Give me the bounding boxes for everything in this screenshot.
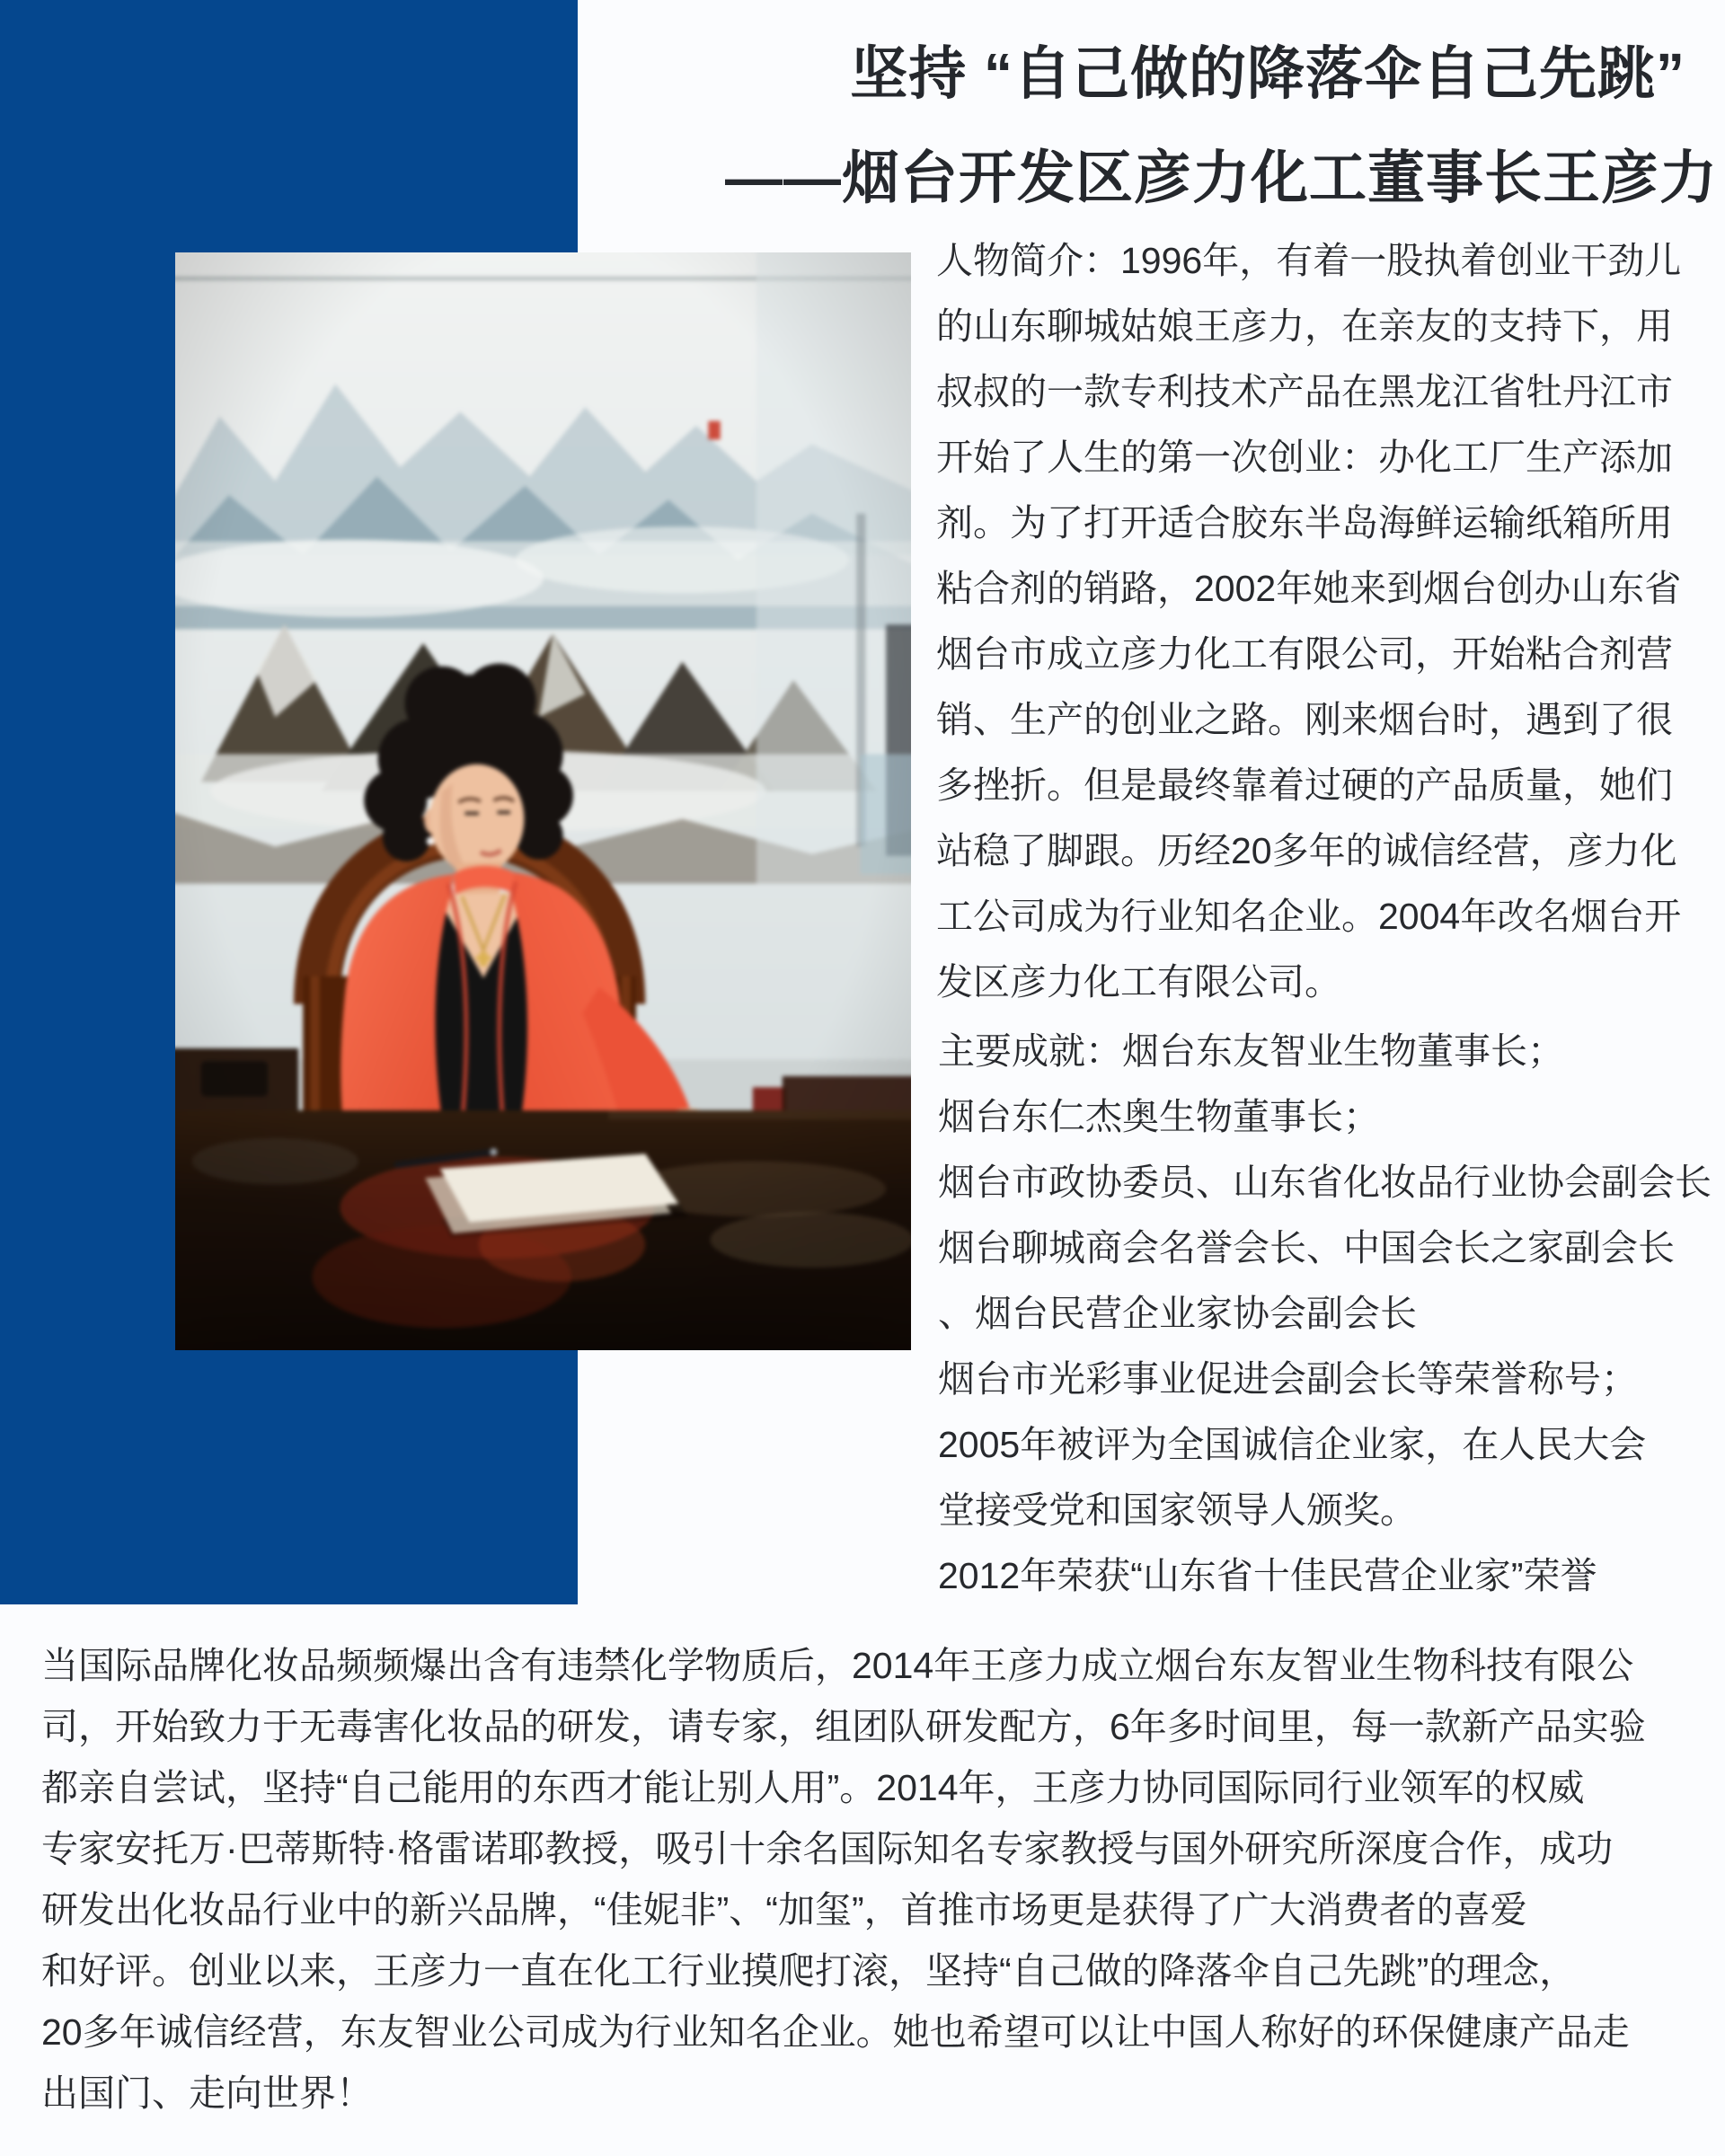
achievement-line: 主要成就：烟台东友智业生物董事长； [938, 1030, 1564, 1072]
achievement-line: 2005年被评为全国诚信企业家，在人民大会 [938, 1424, 1647, 1465]
closing-line: 20多年诚信经营，东友智业公司成为行业知名企业。她也希望可以让中国人称好的环保健康产品走 [41, 2011, 1630, 2053]
achievement-line: 、烟台民营企业家协会副会长 [938, 1293, 1417, 1334]
closing-line: 研发出化妆品行业中的新兴品牌，“佳妮非”、“加玺”，首推市场更是获得了广大消费者的喜爱 [41, 1889, 1527, 1931]
intro-line: 开始了人生的第一次创业：办化工厂生产添加 [936, 437, 1673, 478]
achievement-line: 堂接受党和国家领导人颁奖。 [938, 1489, 1417, 1531]
closing-line: 出国门、走向世界！ [41, 2072, 373, 2114]
achievement-line: 烟台市政协委员、山东省化妆品行业协会副会长 [938, 1162, 1712, 1203]
intro-line: 多挫折。但是最终靠着过硬的产品质量，她们 [936, 764, 1673, 806]
intro-line: 剂。为了打开适合胶东半岛海鲜运输纸箱所用 [936, 502, 1673, 543]
closing-line: 当国际品牌化妆品频频爆出含有违禁化学物质后，2014年王彦力成立烟台东友智业生物科技有限公 [41, 1645, 1634, 1686]
page-title-line-2: ——烟台开发区彦力化工董事长王彦力 [725, 146, 1718, 210]
intro-line: 粘合剂的销路，2002年她来到烟台创办山东省 [936, 568, 1682, 609]
intro-line: 叔叔的一款专利技术产品在黑龙江省牡丹江市 [936, 371, 1673, 412]
achievement-line: 烟台市光彩事业促进会副会长等荣誉称号； [938, 1358, 1638, 1400]
intro-line: 站稳了脚跟。历经20多年的诚信经营，彦力化 [936, 830, 1677, 871]
intro-line: 销、生产的创业之路。刚来烟台时，遇到了很 [936, 699, 1673, 740]
portrait-photo [175, 252, 911, 1350]
page-title-line-1: 坚持 “自己做的降落伞自己先跳” [850, 41, 1685, 106]
closing-line: 司，开始致力于无毒害化妆品的研发，请专家，组团队研发配方，6年多时间里，每一款新产品实验 [41, 1706, 1646, 1747]
page-title [578, 22, 1718, 230]
intro-line: 工公司成为行业知名企业。2004年改名烟台开 [936, 896, 1682, 937]
intro-line: 烟台市成立彦力化工有限公司，开始粘合剂营 [936, 633, 1673, 675]
achievement-line: 烟台聊城商会名誉会长、中国会长之家副会长 [938, 1227, 1675, 1268]
intro-line: 人物简介：1996年，有着一股执着创业干劲儿 [936, 240, 1682, 281]
closing-line: 和好评。创业以来，王彦力一直在化工行业摸爬打滚，坚持“自己做的降落伞自己先跳”的理念， [41, 1950, 1577, 1992]
closing-line: 都亲自尝试，坚持“自己能用的东西才能让别人用”。2014年，王彦力协同国际同行业领军的权威 [41, 1767, 1585, 1808]
closing-line: 专家安托万·巴蒂斯特·格雷诺耶教授，吸引十余名国际知名专家教授与国外研究所深度合作，成功 [41, 1828, 1614, 1869]
achievement-line: 2012年荣获“山东省十佳民营企业家”荣誉 [938, 1555, 1597, 1596]
closing-paragraph [41, 1635, 1694, 2124]
achievement-line: 烟台东仁杰奥生物董事长； [938, 1096, 1380, 1137]
achievements-paragraph [938, 1019, 1725, 1609]
intro-paragraph [936, 228, 1725, 1015]
intro-line: 的山东聊城姑娘王彦力，在亲友的支持下，用 [936, 305, 1673, 347]
intro-line: 发区彦力化工有限公司。 [936, 961, 1341, 1003]
